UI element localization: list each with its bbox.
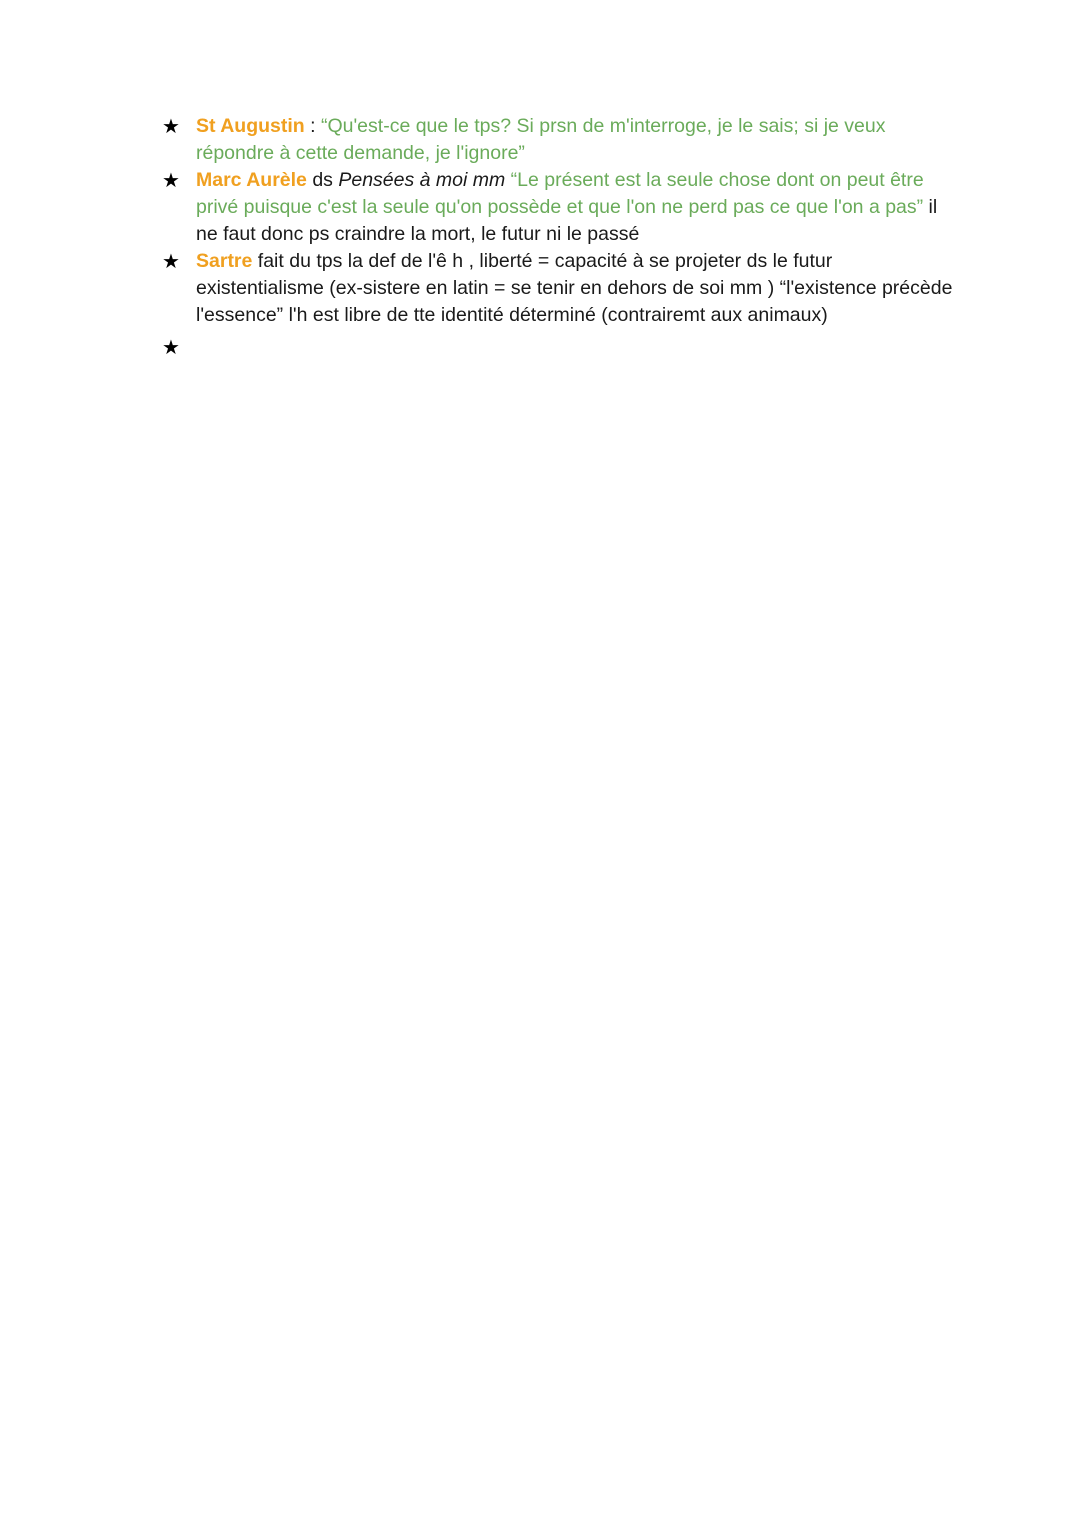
quote-text: “Qu'est-ce que le tps? Si prsn de m'interroge, je le sais; si je veux répondre à cette demande, je l'ignore”: [196, 115, 886, 164]
author-name: Sartre: [196, 250, 253, 272]
separator: :: [304, 115, 321, 137]
commentary-text: il ne faut donc ps craindre la mort, le futur ni le passé: [196, 196, 938, 245]
work-title: Pensées à moi mm: [338, 169, 506, 191]
star-bullet-icon: ★: [162, 335, 180, 359]
author-name: St Augustin: [196, 115, 305, 137]
list-item-sartre: [162, 248, 962, 329]
author-name: Marc Aurèle: [196, 169, 307, 191]
list-item-marc-aurele: [162, 167, 962, 248]
star-bullet-icon: ★: [162, 168, 180, 192]
star-bullet-icon: ★: [162, 114, 180, 138]
quote-text: “Le présent est la seule chose dont on peut être privé puisque c'est la seule qu'on possède et que l'on ne perd pas ce que l'on a pas”: [196, 169, 924, 218]
list-item-augustin: [162, 113, 962, 167]
list-item-empty: [162, 334, 962, 361]
connector-text: ds: [306, 169, 339, 191]
commentary-text: fait du tps la def de l'ê h , liberté = capacité à se projeter ds le futur existentialisme (ex-sistere en latin = se tenir en dehors de soi mm ) “l'existence précède l'essence” l'h est libre de tte identité déterminé (contrairemt aux animaux): [196, 250, 953, 326]
bullet-list: [162, 113, 962, 361]
star-bullet-icon: ★: [162, 249, 180, 273]
